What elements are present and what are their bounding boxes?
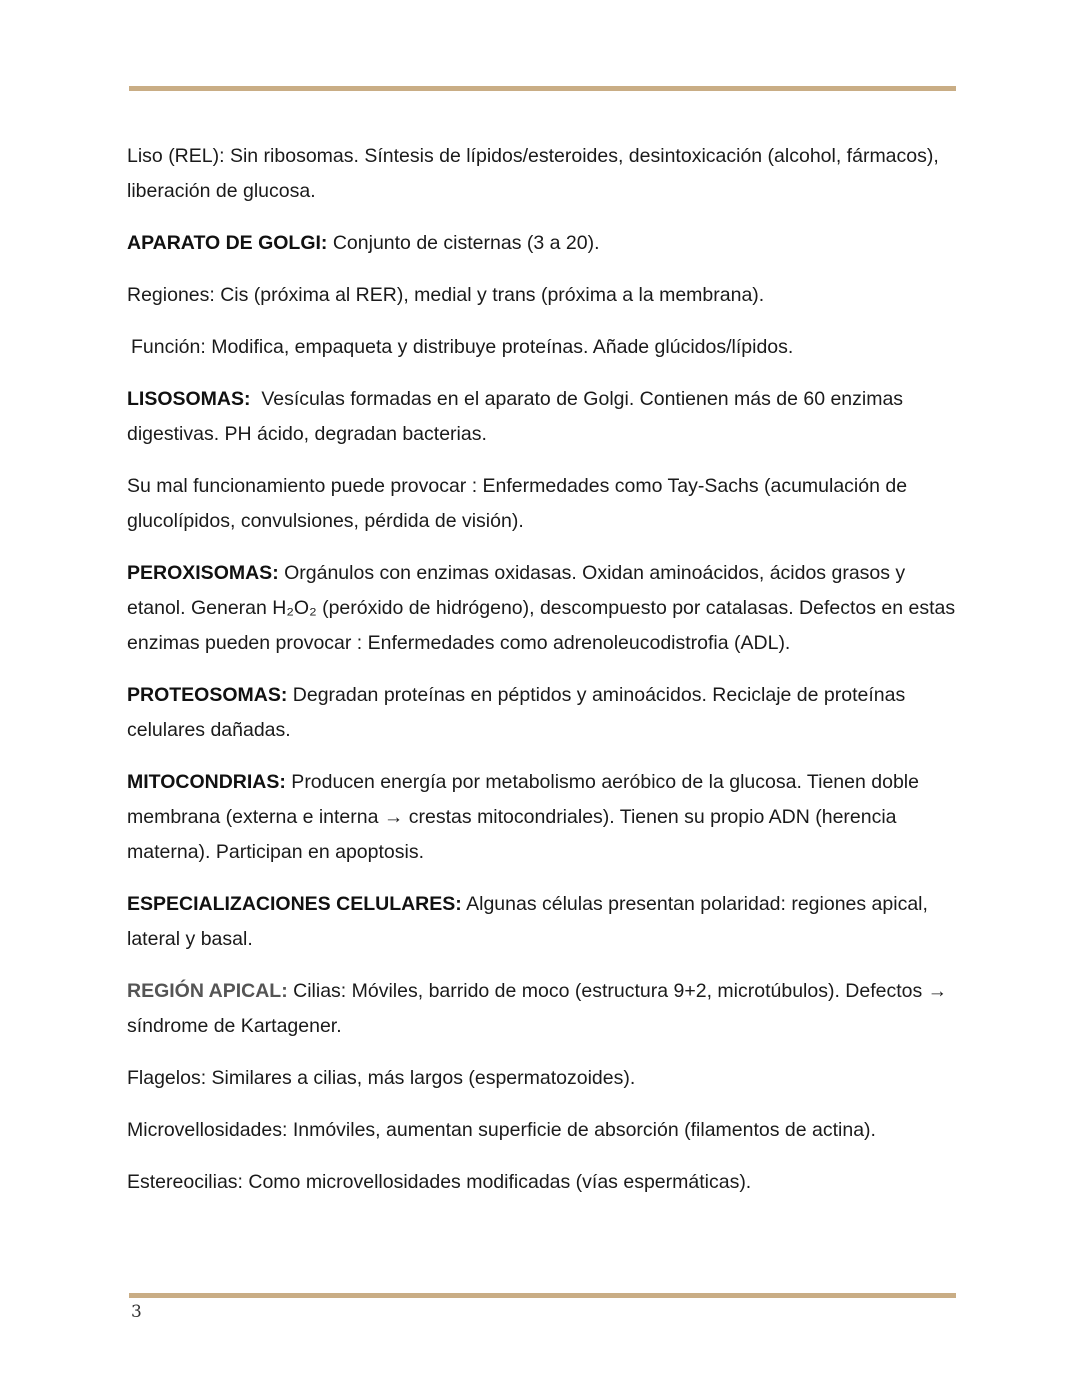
paragraph-region-apical: REGIÓN APICAL: Cilias: Móviles, barrido de moco (estructura 9+2, microtúbulos). Defectos → síndrome de Kartagener. <box>127 980 948 1037</box>
paragraph-golgi-regions: Regiones: Cis (próxima al RER), medial y trans (próxima a la membrana). <box>127 284 765 306</box>
paragraph-flagelos: Flagelos: Similares a cilias, más largos (espermatozoides). <box>127 1067 636 1089</box>
paragraph-lisosomas: LISOSOMAS: Vesículas formadas en el aparato de Golgi. Contienen más de 60 enzimas digestivas. PH ácido, degradan bacterias. <box>127 388 909 445</box>
paragraph-golgi-function: Función: Modifica, empaqueta y distribuye proteínas. Añade glúcidos/lípidos. <box>131 336 794 358</box>
page-number: 3 <box>131 1302 142 1322</box>
term-mitocondrias: MITOCONDRIAS: <box>127 771 286 793</box>
paragraph-especializaciones: ESPECIALIZACIONES CELULARES: Algunas células presentan polaridad: regiones apical, lateral y basal. <box>127 893 928 950</box>
paragraph-golgi: APARATO DE GOLGI: Conjunto de cisternas (3 a 20). <box>127 232 600 254</box>
paragraph-microvellosidades: Microvellosidades: Inmóviles, aumentan superficie de absorción (filamentos de actina). <box>127 1119 876 1141</box>
term-lisosomas: LISOSOMAS: <box>127 388 251 410</box>
paragraph-peroxisomas: PEROXISOMAS: Orgánulos con enzimas oxidasas. Oxidan aminoácidos, ácidos grasos y etanol. Generan H₂O₂ (peróxido de hidrógeno), descompuesto por catalasas. Defectos en estas enzimas pueden provocar : Enfermedades como adrenoleucodistrofia (ADL). <box>127 562 956 654</box>
paragraph-mitocondrias: MITOCONDRIAS: Producen energía por metabolismo aeróbico de la glucosa. Tienen doble membrana (externa e interna → crestas mitocondriales). Tienen su propio ADN (herencia materna). Participan en apoptosis. <box>127 771 919 863</box>
term-golgi: APARATO DE GOLGI: <box>127 232 328 254</box>
paragraph-proteosomas: PROTEOSOMAS: Degradan proteínas en péptidos y aminoácidos. Reciclaje de proteínas celulares dañadas. <box>127 684 906 741</box>
footer-divider <box>129 1293 956 1298</box>
paragraph-rel: Liso (REL): Sin ribosomas. Síntesis de lípidos/esteroides, desintoxicación (alcohol, fármacos), liberación de glucosa. <box>127 145 939 202</box>
paragraph-estereocilias: Estereocilias: Como microvellosidades modificadas (vías espermáticas). <box>127 1171 752 1193</box>
header-divider <box>129 86 956 91</box>
term-region-apical: REGIÓN APICAL: <box>127 980 288 1002</box>
term-peroxisomas: PEROXISOMAS: <box>127 562 279 584</box>
paragraph-lisosomas-disease: Su mal funcionamiento puede provocar : Enfermedades como Tay-Sachs (acumulación de glucolípidos, convulsiones, pérdida de visión). <box>127 475 908 532</box>
document-body <box>127 139 957 1217</box>
term-proteosomas: PROTEOSOMAS: <box>127 684 288 706</box>
term-especializaciones: ESPECIALIZACIONES CELULARES: <box>127 893 462 915</box>
